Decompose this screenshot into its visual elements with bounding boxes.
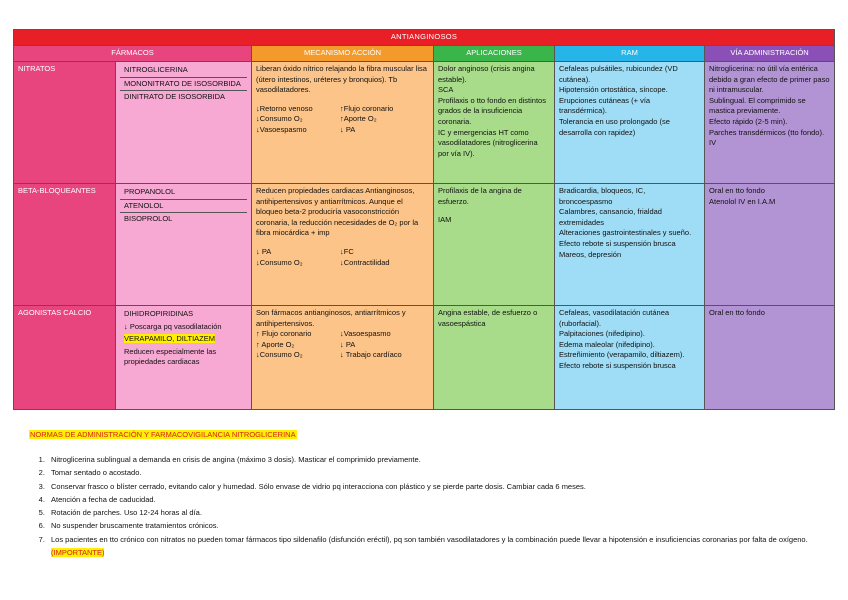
adverse-reactions-cell: Cefaleas pulsátiles, rubicundez (VD cutánea). Hipotensión ortostática, síncope. Erupciones cutáneas (+ vía transdérmica). Tolerancia en uso prolongado (se desarrolla con rapidez) xyxy=(555,62,705,184)
list-item: 4. Atención a fecha de caducidad. xyxy=(47,493,819,506)
norms-title: NORMAS DE ADMINISTRACIÓN Y FARMACOVIGILANCIA NITROGLICERINA xyxy=(30,430,296,439)
drug-name-highlighted: VERAPAMILO, DILTIAZEM xyxy=(124,334,215,344)
effect-pair: ↓ PA ↓FC xyxy=(256,246,354,256)
drug-name: DIHIDROPIRIDINAS xyxy=(124,309,194,318)
drug-name: DINITRATO DE ISOSORBIDA xyxy=(124,92,225,102)
mechanism-text: Liberan óxido nítrico relajando la fibra muscular lisa (útero intestinos, uréteres y bronquios). Tb vasodilatadores. xyxy=(256,64,427,95)
mechanism-cell xyxy=(252,184,434,306)
drug-name: PROPANOLOL xyxy=(120,186,247,200)
norms-list xyxy=(29,453,819,559)
effect-pair: ↓Consumo O₂ ↑Aporte O₂ xyxy=(256,114,377,124)
applications-cell: Profilaxis de la angina de esfuerzo. IAM xyxy=(434,184,555,306)
adverse-reactions-cell: Bradicardia, bloqueos, IC, broncoespasmo Calambres, cansancio, frialdad extremidades Alteraciones gastrointestinales y sueño. Efecto rebote si suspensión brusca Mareos, depresión xyxy=(555,184,705,306)
route-cell: Oral en tto fondo xyxy=(705,306,835,410)
group-label: BETA-BLOQUEANTES xyxy=(14,184,116,306)
adverse-reactions-cell: Cefaleas, vasodilatación cutánea (ruborfacial). Palpitaciones (nifedipino). Edema maleolar (nifedipino). Estreñimiento (verapamilo, diltiazem). Efecto rebote si suspensión brusca xyxy=(555,306,705,410)
table-row xyxy=(14,184,835,306)
header-farmacos: FÁRMACOS xyxy=(14,46,252,62)
list-item: 6. No suspender bruscamente tratamientos crónicos. xyxy=(47,519,819,532)
route-cell: Oral en tto fondo Atenolol IV en I.A.M xyxy=(705,184,835,306)
effect-pair: ↑ Flujo coronario ↓Vasoespasmo xyxy=(256,329,391,339)
applications-cell: Dolor anginoso (crisis angina estable). SCA Profilaxis o tto fondo en distintos grados de la insuficiencia coronaria. IC y emergencias HT como vasodilatadores (nitroglicerina por vía IV). xyxy=(434,62,555,184)
drug-name: BISOPROLOL xyxy=(124,214,173,224)
important-tag: (IMPORTANTE) xyxy=(51,548,105,558)
header-via: VÍA ADMINISTRACIÓN xyxy=(705,46,835,62)
table-row xyxy=(14,62,835,184)
drug-note: Reducen especialmente las propiedades cardiacas xyxy=(124,346,217,367)
mechanism-text: Reducen propiedades cardiacas Antianginosos, antihipertensivos y antiarrítmicos. Aunque el bloqueo beta-2 produciría vasoconstricción coronaria, la reducción necesidades de O₂ por la fibra miocárdica + imp xyxy=(256,186,419,238)
route-cell: Nitroglicerina: no útil vía entérica debido a gran efecto de primer paso ni intramuscular. Sublingual. El comprimido se mastica previamente. Efecto rápido (2-5 min). Parches transdérmicos (tto fondo). IV xyxy=(705,62,835,184)
mechanism-text: Son fármacos antianginosos, antiarrítmicos y antihipertensivos. xyxy=(256,308,406,328)
header-ram: RAM xyxy=(555,46,705,62)
group-label: AGONISTAS CALCIO xyxy=(14,306,116,410)
effect-pair: ↓Vasoespasmo ↓ PA xyxy=(256,124,356,134)
drug-name: ATENOLOL xyxy=(120,200,247,214)
header-aplicaciones: APLICACIONES xyxy=(434,46,555,62)
group-label: NITRATOS xyxy=(14,62,116,184)
list-item: 2. Tomar sentado o acostado. xyxy=(47,466,819,479)
administration-norms xyxy=(29,430,819,559)
drug-list xyxy=(116,62,252,184)
list-item: 3. Conservar frasco o blíster cerrado, evitando calor y humedad. Sólo envase de vidrio pq interacciona con plástico y se pierde parte dosis. Cambiar cada 6 meses. xyxy=(47,480,819,493)
table-row xyxy=(14,306,835,410)
effect-pair: ↓Retorno venoso ↑Flujo coronario xyxy=(256,103,394,113)
table-title: ANTIANGINOSOS xyxy=(14,30,835,46)
list-item: 5. Rotación de parches. Uso 12-24 horas al día. xyxy=(47,506,819,519)
list-item: 7. Los pacientes en tto crónico con nitratos no pueden tomar fármacos tipo sildenafilo (disfunción eréctil), pq son también vasodilatadores y la combinación puede llevar a hipotensión e insuficiencias coronarias por falta de oxígeno. (IMPORTANTE) xyxy=(47,533,819,560)
drug-name: NITROGLICERINA xyxy=(120,64,247,78)
header-mecanismo: MECANISMO ACCIÓN xyxy=(252,46,434,62)
effect-pair: ↓Consumo O₂ ↓ Trabajo cardíaco xyxy=(256,350,402,360)
drug-note: ↓ Poscarga pq vasodilatación xyxy=(124,321,222,331)
antianginosos-table xyxy=(13,29,835,410)
effect-pair: ↓Consumo O₂ ↓Contractilidad xyxy=(256,257,390,267)
drug-list xyxy=(116,184,252,306)
mechanism-cell xyxy=(252,62,434,184)
effect-pair: ↑ Aporte O₂ ↓ PA xyxy=(256,339,356,349)
applications-cell: Angina estable, de esfuerzo o vasoespástica xyxy=(434,306,555,410)
mechanism-cell xyxy=(252,306,434,410)
list-item: 1. Nitroglicerina sublingual a demanda en crisis de angina (máximo 3 dosis). Masticar el comprimido previamente. xyxy=(47,453,819,466)
drug-list xyxy=(116,306,252,410)
drug-name: MONONITRATO DE ISOSORBIDA xyxy=(120,78,247,92)
